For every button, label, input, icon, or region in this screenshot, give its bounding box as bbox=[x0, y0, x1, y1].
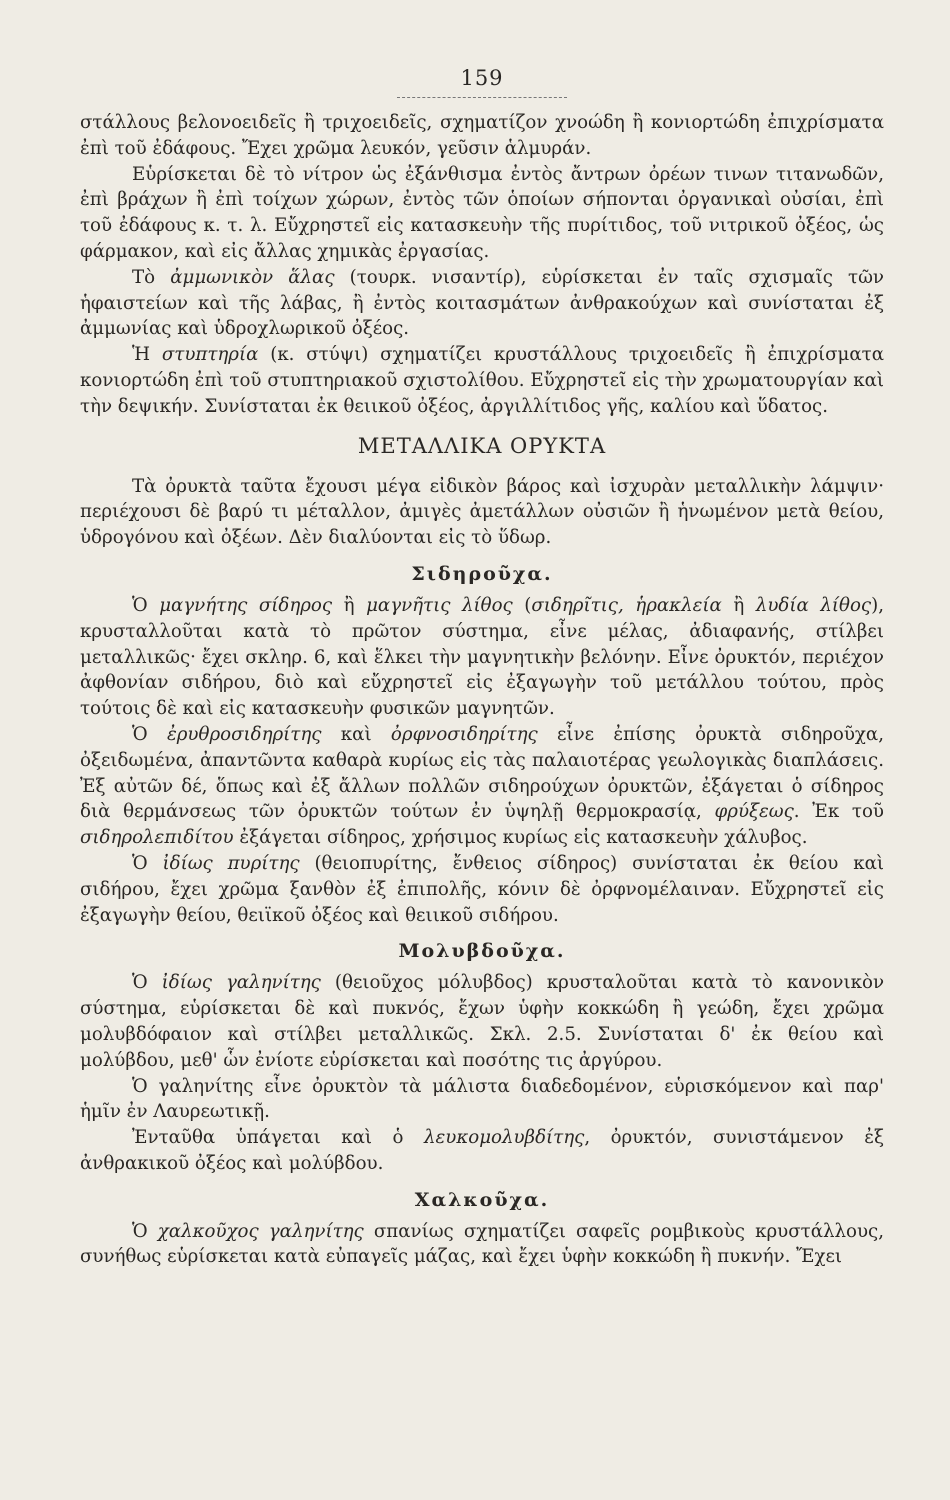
emphasized-term: φρύξεως bbox=[714, 801, 794, 823]
text-run: Ὁ bbox=[132, 594, 160, 616]
text-run: Ὁ bbox=[132, 972, 162, 994]
text-run: Ὁ bbox=[132, 1220, 158, 1242]
lead-heading: Μολυβδοῦχα. bbox=[398, 940, 566, 963]
paragraph bbox=[80, 474, 884, 551]
text-run: ), κρυσταλλοῦται κατὰ τὸ πρῶτον σύστημα, εἶνε μέλας, ἀδιαφανής, στίλβει μεταλλικῶς· ἔχει σκληρ. 6, καὶ ἕλκει τὴν μαγνητικὴν βελόνην. Εἶνε ὀρυκτόν, περιέχον ἀφθονίαν σιδήρου, διὸ καὶ εὔχρηστεῖ εἰς ἐξαγωγὴν τοῦ μετάλλου τούτου, πρὸς τούτοις δὲ καὶ εἰς κατασκευὴν φυσικῶν μαγνητῶν. bbox=[80, 594, 884, 720]
paragraph bbox=[80, 342, 884, 419]
copper-section-text bbox=[80, 1219, 884, 1271]
text-run: Τὸ bbox=[132, 266, 171, 288]
emphasized-term: ἰδίως γαληνίτης bbox=[161, 972, 321, 994]
emphasized-term: στυπτηρία bbox=[161, 344, 259, 366]
text-run: Τὰ ὀρυκτὰ ταῦτα ἔχουσι μέγα εἰδικὸν βάρος καὶ ἰσχυρὰν μεταλλικὴν λάμψιν· περιέχουσι δὲ βαρύ τι μέταλλον, ἀμιγὲς ἀμετάλλων οὐσιῶν ἢ ἡνωμένον μετὰ θείου, ὑδρογόνου καὶ ὀξέων. Δὲν διαλύονται εἰς τὸ ὕδωρ. bbox=[80, 475, 884, 549]
emphasized-term: λευκομολυβδίτης bbox=[423, 1127, 585, 1149]
emphasized-term: ἰδίως πυρίτης bbox=[162, 852, 300, 874]
paragraph bbox=[80, 593, 884, 722]
emphasized-term: σιδηρολεπιδίτου bbox=[80, 827, 234, 849]
emphasized-term: ἐρυθροσιδηρίτης bbox=[166, 723, 322, 745]
text-run: (θειοπυρίτης, ἔνθειος σίδηρος) συνίσταται ἐκ θείου καὶ σιδήρου, ἔχει χρῶμα ξανθὸν ἐξ ἐπιπολῆς, κόνιν δὲ ὀρφνομέλαιναν. Εὔχρηστεῖ εἰς ἐξαγωγὴν θείου, θειϊκοῦ ὀξέος καὶ θειικοῦ σιδήρου. bbox=[80, 852, 884, 926]
page-number: 159 bbox=[460, 66, 504, 90]
paragraph bbox=[80, 970, 884, 1073]
emphasized-term: μαγνῆτις λίθος bbox=[366, 594, 513, 616]
text-run: στάλλους βελονοειδεῖς ἢ τριχοειδεῖς, σχηματίζον χνοώδη ἢ κονιορτώδη ἐπιχρίσματα ἐπὶ τοῦ ἐδάφους. Ἔχει χρῶμα λευκόν, γεῦσιν ἁλμυράν. bbox=[80, 112, 884, 159]
paragraph bbox=[80, 1125, 884, 1177]
emphasized-term: λυδία λίθος bbox=[755, 594, 872, 616]
paragraph bbox=[80, 265, 884, 342]
paragraph bbox=[80, 722, 884, 851]
emphasized-term: χαλκοῦχος γαληνίτης bbox=[157, 1220, 364, 1242]
lead-section-text bbox=[80, 970, 884, 1176]
text-run: εἶνε ἐπίσης ὀρυκτὰ σιδηροῦχα, ὀξειδωμένα, ἀπαντῶντα καθαρὰ κυρίως εἰς τὰς παλαιοτέρας γεωλογικὰς διαπλάσεις. Ἐξ αὐτῶν δέ, ὅπως καὶ ἐξ ἄλλων πολλῶν σιδηρούχων ὀρυκτῶν, ἐξάγεται ὁ σίδηρος διὰ θερμάνσεως τῶν ὀρυκτῶν τούτων ἐν ὑψηλῇ θερμοκρασίᾳ, bbox=[80, 723, 884, 823]
paragraph bbox=[80, 162, 884, 265]
intro-text bbox=[80, 110, 884, 420]
text-run: , ὀρυκτόν, συνιστάμενον ἐξ ἀνθρακικοῦ ὀξέος καὶ μολύβδου. bbox=[80, 1127, 884, 1174]
text-run: (τουρκ. νισαντίρ), εὑρίσκεται ἐν ταῖς σχισμαῖς τῶν ἡφαιστείων καὶ τῆς λάβας, ἢ ἐντὸς κοιτασμάτων ἀνθρακούχων καὶ συνίσταται ἐξ ἀμμωνίας καὶ ὑδροχλωρικοῦ ὀξέος. bbox=[80, 266, 884, 340]
copper-heading: Χαλκοῦχα. bbox=[414, 1188, 550, 1211]
text-run: ἢ bbox=[332, 594, 367, 616]
page-number-rule bbox=[397, 94, 567, 98]
text-run: Ὁ bbox=[132, 852, 163, 874]
section-title: ΜΕΤΑΛΛΙΚΑ ΟΡΥΚΤΑ bbox=[357, 433, 607, 458]
paragraph bbox=[80, 851, 884, 928]
paragraph bbox=[80, 1074, 884, 1126]
text-run: Ὁ γαληνίτης εἶνε ὀρυκτὸν τὰ μάλιστα διαδεδομένον, εὑρισκόμενον καὶ παρ' ἡμῖν ἐν Λαυρεωτικῇ. bbox=[80, 1075, 884, 1123]
text-run: . Ἐκ τοῦ bbox=[793, 801, 884, 823]
paragraph bbox=[80, 110, 884, 162]
iron-heading: Σιδηροῦχα. bbox=[411, 562, 553, 585]
text-run: Ὁ bbox=[132, 723, 167, 745]
text-run: ἢ bbox=[721, 594, 756, 616]
text-run: σπανίως σχηματίζει σαφεῖς ρομβικοὺς κρυστάλλους, συνήθως εὑρίσκεται κατὰ εὐπαγεῖς μάζας, καὶ ἔχει ὑφὴν κοκκώδη ἢ πυκνήν. Ἔχει bbox=[80, 1220, 885, 1268]
text-run: Ἐνταῦθα ὑπάγεται καὶ ὁ bbox=[132, 1127, 424, 1149]
text-run: (κ. στύψι) σχηματίζει κρυστάλλους τριχοειδεῖς ἢ ἐπιχρίσματα κονιορτώδη ἐπὶ τοῦ στυπτηριακοῦ σχιστολίθου. Εὔχρηστεῖ εἰς τὴν χρωματουργίαν καὶ τὴν δεψικήν. Συνίσταται ἐκ θειικοῦ ὀξέος, ἀργιλλίτιδος γῆς, καλίου καὶ ὕδατος. bbox=[80, 344, 884, 417]
text-run: καὶ bbox=[321, 723, 391, 745]
paragraph bbox=[80, 1219, 884, 1271]
emphasized-term: ἀμμωνικὸν ἅλας bbox=[170, 266, 335, 288]
text-run: Εὑρίσκεται δὲ τὸ νίτρον ὡς ἐξάνθισμα ἐντὸς ἄντρων ὀρέων τινων τιτανωδῶν, ἐπὶ βράχων ἢ ἐπὶ τοίχων χώρων, ἐντὸς τῶν ὁποίων σήπονται ὀργανικαὶ οὐσίαι, ἐπὶ τοῦ ἐδάφους κ. τ. λ. Εὔχρηστεῖ εἰς κατασκευὴν τῆς πυρίτιδος, τοῦ νιτρικοῦ ὀξέος, ὡς φάρμακον, καὶ εἰς ἄλλας χημικὰς ἐργασίας. bbox=[80, 163, 884, 262]
text-run: ἐξάγεται σίδηρος, χρήσιμος κυρίως εἰς κατασκευὴν χάλυβος. bbox=[233, 827, 808, 849]
emphasized-term: μαγνήτης σίδηρος bbox=[159, 594, 333, 616]
section-intro-text bbox=[80, 474, 884, 551]
emphasized-term: σιδηρῖτις, ἡρακλεία bbox=[531, 594, 722, 616]
text-run: (θειοῦχος μόλυβδος) κρυσταλοῦται κατὰ τὸ κανονικὸν σύστημα, εὑρίσκεται δὲ καὶ πυκνός, ἔχων ὑφὴν κοκκώδη ἢ γεώδη, ἔχει χρῶμα μολυβδόφαιον καὶ στίλβει μεταλλικῶς. Σκλ. 2.5. Συνίσταται δ' ἐκ θείου καὶ μολύβδου, μεθ' ὧν ἐνίοτε εὑρίσκεται καὶ ποσότης τις ἀργύρου. bbox=[80, 972, 884, 1071]
text-run: ( bbox=[512, 594, 532, 616]
text-run: Ἡ bbox=[132, 344, 162, 366]
iron-section-text bbox=[80, 593, 884, 928]
emphasized-term: ὀρφνοσιδηρίτης bbox=[390, 723, 538, 745]
